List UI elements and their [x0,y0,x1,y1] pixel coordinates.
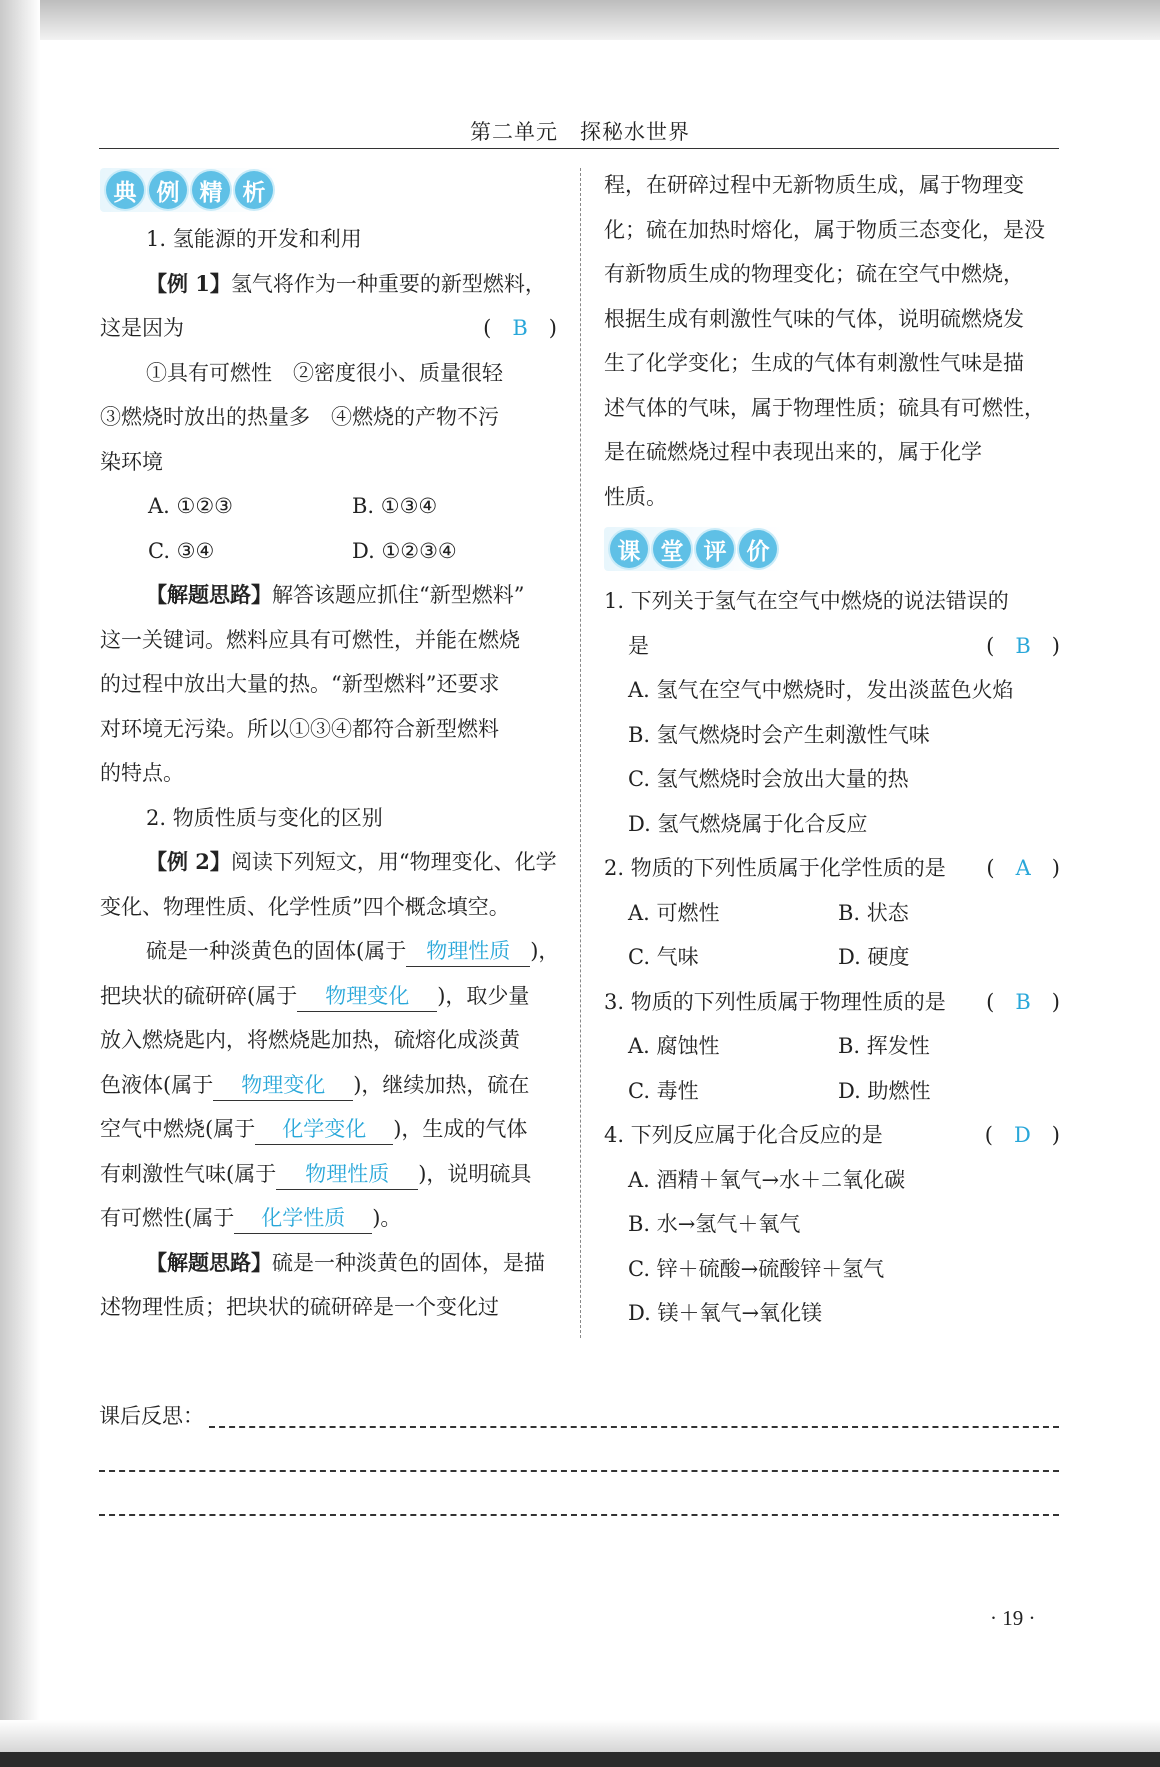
option-a: A. 腐蚀性 [628,1034,720,1058]
question-3-stem [604,980,1060,1025]
badge-char: 课 [610,530,648,568]
question-4-option-a: A. 酒精＋氧气→水＋二氧化碳 [628,1167,906,1192]
option-b: B. 挥发性 [838,1034,930,1058]
example-2-text: )，说明硫具 [418,1161,532,1186]
question-3-answer-bracket: ( B ) [986,989,1060,1014]
example-1-answer-bracket: ( B ) [483,316,557,340]
analysis-text: 解答该题应抓住“新型燃料” [272,583,525,607]
question-1-option-d: D. 氢气燃烧属于化合反应 [628,811,868,836]
option-d: D. ①②③④ [352,538,457,563]
question-2-answer: A [1015,856,1031,880]
bottom-bar [0,1752,1160,1767]
badge-char: 评 [696,530,734,568]
reflection-line[interactable] [209,1426,1059,1429]
fill-blank-3: 物理变化 [213,1070,353,1101]
section-badge-evaluation [604,519,1060,579]
example-2-line [100,929,560,974]
example-2-text: )，生成的气体 [393,1117,528,1141]
right-column [604,163,1060,1336]
analysis-1-line: 的过程中放出大量的热。“新型燃料”还要求 [100,672,500,696]
analysis-2-continued: 化；硫在加热时熔化，属于物质三态变化，是没 [604,217,1045,242]
page-header-title: 第二单元 探秘水世界 [470,120,690,144]
example-1-label: 【例 1】 [146,270,231,296]
analysis-1-line: 这一关键词。燃料应具有可燃性，并能在燃烧 [100,627,520,652]
example-1-stem [100,262,557,307]
example-2-text: )。 [372,1206,402,1230]
page-left-shadow [0,0,40,1767]
question-1-option-a: A. 氢气在空气中燃烧时，发出淡蓝色火焰 [628,678,1014,702]
fill-blank-4: 化学变化 [255,1114,393,1145]
reflection-line[interactable] [99,1514,1059,1517]
reflection-line[interactable] [99,1470,1059,1473]
header-rule [99,148,1059,149]
analysis-label: 【解题思路】 [146,1249,272,1275]
question-1-answer: B [1015,633,1031,658]
example-2-text: 有可燃性(属于 [100,1206,235,1230]
question-3-options-cd [604,1069,1060,1114]
question-4-option-b: B. 水→氢气＋氧气 [628,1212,801,1236]
example-2-text: 空气中燃烧(属于 [100,1117,256,1141]
question-1-stem-2 [604,624,1060,669]
example-2-text: 有刺激性气味(属于 [100,1161,277,1186]
question-4-option-d: D. 镁＋氧气→氧化镁 [628,1301,823,1325]
badge-char: 例 [149,171,187,209]
analysis-2 [100,1241,557,1286]
question-2-options-ab [604,891,1060,936]
option-c: C. 气味 [628,945,699,969]
option-c: C. 毒性 [628,1078,699,1103]
question-1-option-c: C. 氢气燃烧时会放出大量的热 [628,767,909,791]
reflection-section [99,1400,1059,1430]
question-text: 是 [628,633,649,658]
analysis-2-line: 述物理性质；把块状的硫研碎是一个变化过 [100,1295,499,1319]
analysis-2-continued: 程，在研碎过程中无新物质生成，属于物理变 [604,173,1024,197]
example-1-stem-2 [100,306,557,351]
example-2-line [100,974,557,1019]
left-column [100,163,560,1330]
page-top-shadow [0,0,1160,40]
badge-char: 堂 [653,530,691,568]
topic-2-heading: 2. 物质性质与变化的区别 [146,805,383,830]
option-d: D. 助燃性 [838,1078,931,1103]
analysis-1-line: 的特点。 [100,761,184,785]
fill-blank-5: 物理性质 [276,1159,418,1190]
example-2-label: 【例 2】 [146,849,231,874]
example-1-items: 染环境 [100,449,163,474]
example-1-answer: B [512,316,528,340]
example-2-stem [100,840,557,885]
example-2-text: 硫是一种淡黄色的固体(属于 [146,939,407,963]
example-2-line [100,1107,557,1152]
option-a: A. 可燃性 [628,900,720,925]
example-2-text: )，取少量 [437,983,530,1008]
example-1-items: ①具有可燃性 ②密度很小、质量很轻 [146,360,503,385]
option-b: B. 状态 [838,900,909,925]
option-d: D. 硬度 [838,945,910,969]
example-2-text: )，继续加热，硫在 [353,1072,530,1097]
question-4-option-c: C. 锌＋硫酸→硫酸锌＋氢气 [628,1256,885,1281]
section-badge-examples [100,163,557,217]
analysis-2-continued: 生了化学变化；生成的气体有刺激性气味是描 [604,351,1024,375]
analysis-2-continued: 是在硫燃烧过程中表现出来的，属于化学 [604,440,982,464]
topic-1-heading: 1. 氢能源的开发和利用 [146,227,362,251]
analysis-label: 【解题思路】 [146,582,272,607]
question-3-answer: B [1015,989,1031,1014]
page-number: · 19 · [990,1606,1036,1630]
badge-char: 典 [106,171,144,209]
example-2-text: )， [530,939,560,963]
fill-blank-2: 物理变化 [297,981,437,1012]
example-2-text: 阅读下列短文，用“物理变化、化学 [230,850,557,874]
badge-char: 析 [235,171,273,209]
example-2-line [100,1152,557,1197]
question-1-option-b: B. 氢气燃烧时会产生刺激性气味 [628,722,930,747]
example-2-line [100,1063,557,1108]
example-2-text: 色液体(属于 [100,1072,214,1097]
example-1-options-ab [100,484,557,529]
example-1-items: ③燃烧时放出的热量多 ④燃烧的产物不污 [100,405,499,429]
page-bottom-shadow [0,1720,1160,1752]
example-2-line: 变化、物理性质、化学性质”四个概念填空。 [100,894,510,919]
question-3-options-ab [604,1024,1060,1069]
option-a: A. ①②③ [148,494,233,518]
example-2-line: 放入燃烧匙内，将燃烧匙加热，硫熔化成淡黄 [100,1028,520,1052]
example-2-line [100,1196,557,1241]
analysis-2-continued: 根据生成有刺激性气味的气体，说明硫燃烧发 [604,306,1024,331]
question-2-options-cd [604,935,1060,980]
column-divider [580,168,581,1338]
option-b: B. ①③④ [352,494,438,518]
question-2-stem [604,846,1060,891]
question-text: 4. 下列反应属于化合反应的是 [604,1123,883,1147]
reflection-label: 课后反思： [99,1404,204,1428]
question-1-stem: 1. 下列关于氢气在空气中燃烧的说法错误的 [604,589,1009,613]
analysis-2-continued: 述气体的气味，属于物理性质；硫具有可燃性， [604,395,1045,420]
analysis-1-line: 对环境无污染。所以①③④都符合新型燃料 [100,716,499,741]
question-4-answer-bracket: ( D ) [984,1123,1060,1147]
question-text: 3. 物质的下列性质属于物理性质的是 [604,989,946,1014]
question-text: 2. 物质的下列性质属于化学性质的是 [604,856,946,880]
fill-blank-1: 物理性质 [406,936,530,967]
fill-blank-6: 化学性质 [234,1203,372,1234]
example-1-text: 这是因为 [100,316,184,340]
question-4-stem [604,1113,1060,1158]
question-4-answer: D [1013,1123,1031,1147]
badge-char: 精 [192,171,230,209]
analysis-2-continued: 有新物质生成的物理变化；硫在空气中燃烧， [604,262,1024,286]
example-1-text: 氢气将作为一种重要的新型燃料， [230,271,546,296]
badge-char: 价 [739,530,777,568]
example-1-options-cd [100,529,557,574]
analysis-2-continued: 性质。 [604,484,667,509]
question-2-answer-bracket: ( A ) [986,856,1060,880]
question-1-answer-bracket: ( B ) [986,633,1060,658]
option-c: C. ③④ [148,538,215,563]
example-2-text: 把块状的硫研碎(属于 [100,983,298,1008]
analysis-1 [100,573,557,618]
analysis-text: 硫是一种淡黄色的固体，是描 [272,1250,545,1275]
